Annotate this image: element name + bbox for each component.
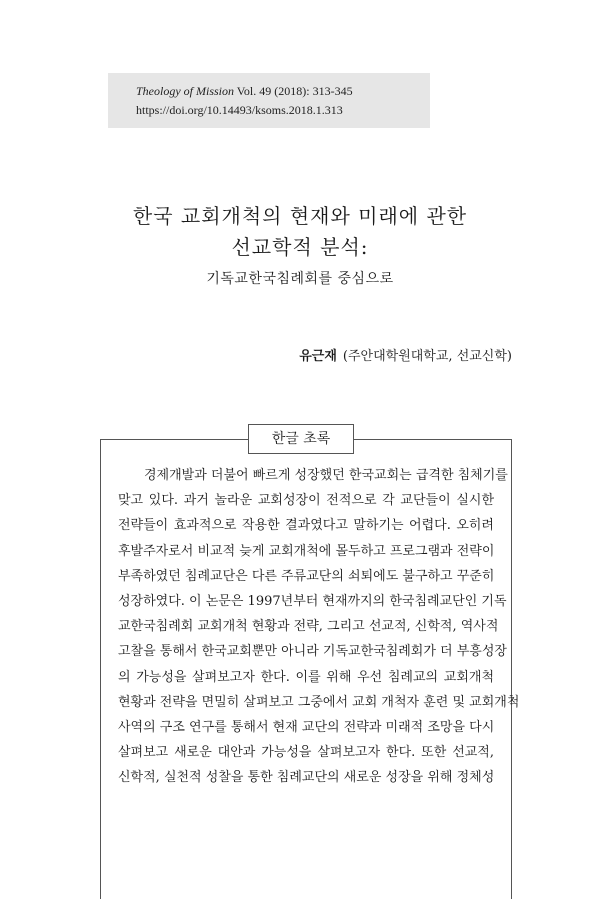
paper-subtitle: 기독교한국침례회를 중심으로	[206, 271, 394, 287]
citation-journal-line	[136, 82, 430, 101]
author-affiliation: (주안대학원대학교, 선교신학)	[342, 349, 512, 364]
author-line	[299, 345, 512, 364]
journal-volume: Vol. 49 (2018): 313-345	[236, 84, 353, 98]
abstract-body	[118, 463, 520, 790]
abstract-label: 한글 초록	[248, 424, 354, 454]
abstract-line: 전략들이 효과적으로 작용한 결과였다고 말하기는 어렵다. 오히려	[118, 518, 494, 534]
abstract-line: 신학적, 실천적 성찰을 통한 침례교단의 새로운 성장을 위해 정체성	[118, 770, 495, 786]
author-name: 유근재	[299, 349, 337, 364]
abstract-line: 교한국침례회 교회개척 현황과 전략, 그리고 선교적, 신학적, 역사적	[118, 619, 499, 635]
abstract-line: 의 가능성을 살펴보고자 한다. 이를 위해 우선 침례교의 교회개척	[118, 669, 494, 685]
abstract-line: 사역의 구조 연구를 통해서 현재 교단의 전략과 미래적 조망을 다시	[118, 719, 495, 735]
citation-box	[108, 73, 430, 128]
abstract-line: 후발주자로서 비교적 늦게 교회개척에 몰두하고 프로그램과 전략이	[118, 543, 495, 559]
abstract-line: 현황과 전략을 면밀히 살펴보고 그중에서 교회 개척자 훈련 및 교회개척	[118, 694, 520, 710]
doi-link[interactable]: https://doi.org/10.14493/ksoms.2018.1.313	[136, 103, 343, 117]
paper-title-line1: 한국 교회개척의 현재와 미래에 관한	[132, 204, 468, 228]
journal-name: Theology of Mission	[136, 84, 234, 98]
abstract-line: 살펴보고 새로운 대안과 가능성을 살펴보고자 한다. 또한 선교적,	[118, 745, 494, 761]
abstract-line: 부족하였던 침례교단은 다른 주류교단의 쇠퇴에도 불구하고 꾸준히	[118, 568, 495, 584]
abstract-line: 맞고 있다. 과거 놀라운 교회성장이 전적으로 각 교단들이 실시한	[118, 493, 494, 509]
abstract-line: 경제개발과 더불어 빠르게 성장했던 한국교회는 급격한 침체기를	[144, 468, 508, 483]
paper-title-line2: 선교학적 분석:	[231, 235, 369, 259]
abstract-line: 고찰을 통해서 한국교회뿐만 아니라 기독교한국침례회가 더 부흥성장	[118, 644, 507, 660]
abstract-line: 성장하였다. 이 논문은 1997년부터 현재까지의 한국침례교단인 기독	[118, 593, 507, 609]
